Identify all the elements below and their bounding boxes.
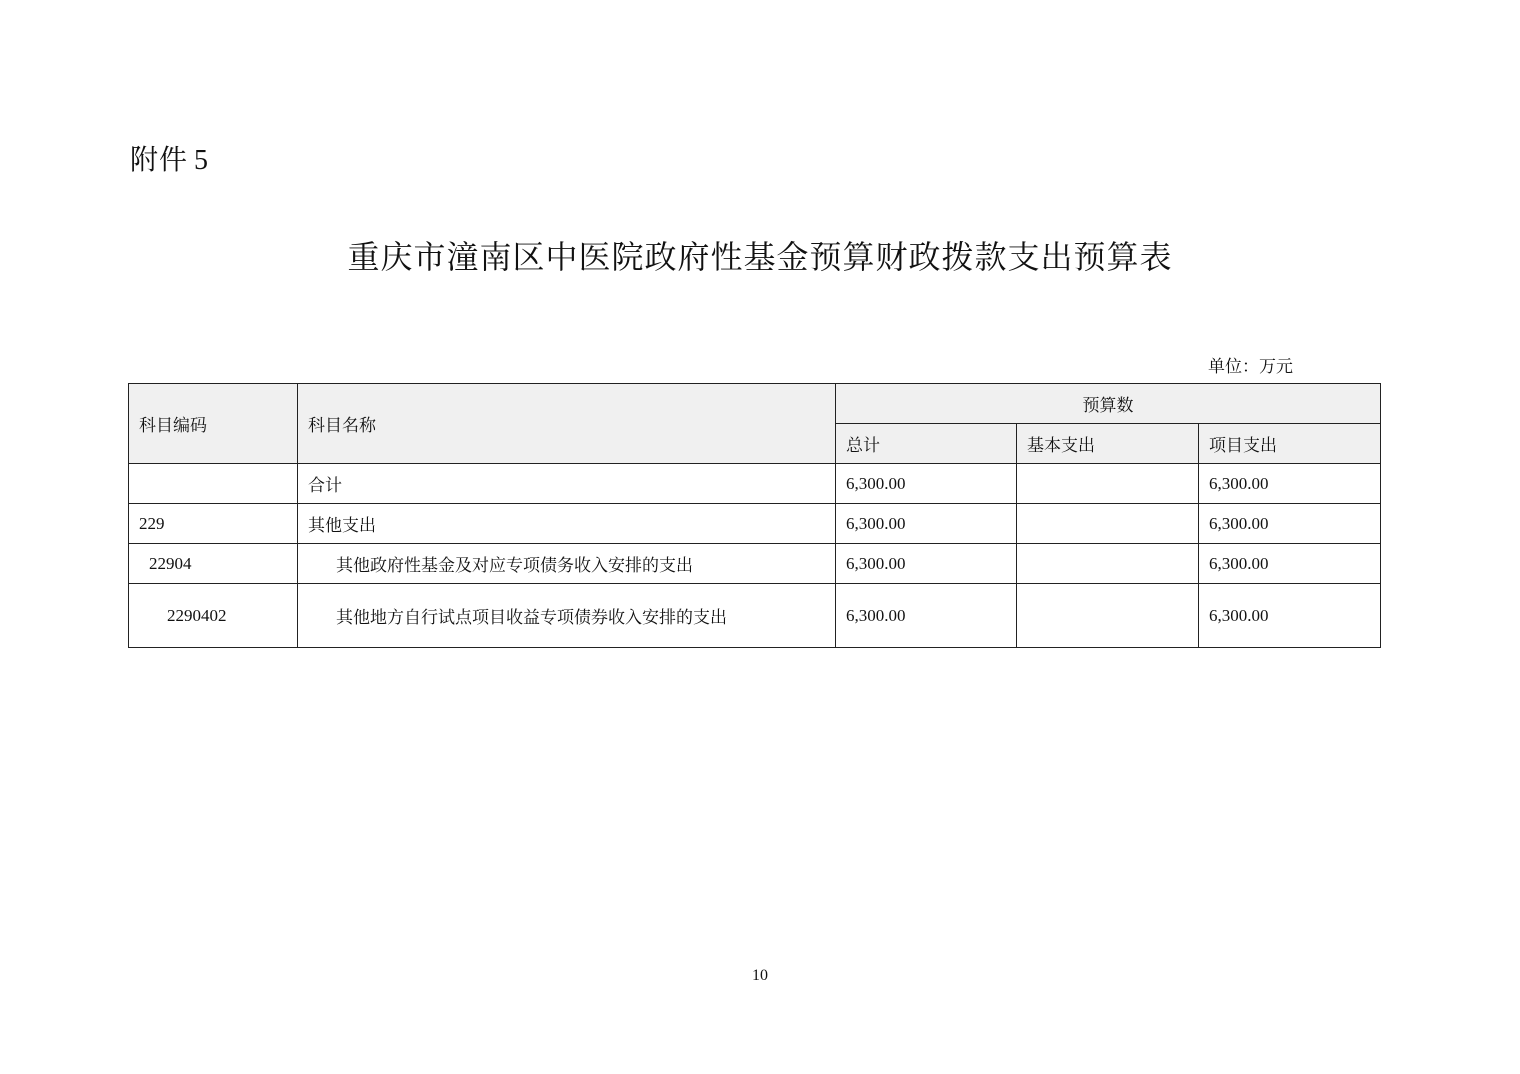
page-number: 10 [752, 967, 768, 984]
cell-basic [1017, 464, 1199, 504]
cell-project: 6,300.00 [1199, 504, 1381, 544]
budget-table [128, 383, 1381, 648]
cell-basic [1017, 504, 1199, 544]
cell-basic [1017, 584, 1199, 648]
cell-name: 其他政府性基金及对应专项债务收入安排的支出 [298, 544, 836, 584]
header-project: 项目支出 [1199, 424, 1381, 464]
cell-project: 6,300.00 [1199, 584, 1381, 648]
table-row [129, 584, 1381, 648]
document-title: 重庆市潼南区中医院政府性基金预算财政拨款支出预算表 [347, 238, 1173, 276]
table-header-row [129, 384, 1381, 424]
header-code: 科目编码 [129, 384, 298, 464]
header-basic: 基本支出 [1017, 424, 1199, 464]
cell-code: 2290402 [129, 584, 298, 648]
attachment-text: 附件 [130, 143, 189, 176]
table-row [129, 464, 1381, 504]
table-row [129, 544, 1381, 584]
cell-code: 22904 [129, 544, 298, 584]
cell-project: 6,300.00 [1199, 464, 1381, 504]
attachment-label [130, 138, 209, 178]
cell-total: 6,300.00 [836, 544, 1017, 584]
cell-total: 6,300.00 [836, 584, 1017, 648]
unit-label: 单位：万元 [1208, 357, 1293, 377]
table-row [129, 504, 1381, 544]
cell-project: 6,300.00 [1199, 544, 1381, 584]
cell-name: 合计 [298, 464, 836, 504]
cell-total: 6,300.00 [836, 504, 1017, 544]
cell-name: 其他地方自行试点项目收益专项债券收入安排的支出 [298, 584, 836, 648]
header-budget-group: 预算数 [836, 384, 1381, 424]
cell-code [129, 464, 298, 504]
header-name: 科目名称 [298, 384, 836, 464]
cell-total: 6,300.00 [836, 464, 1017, 504]
header-total: 总计 [836, 424, 1017, 464]
cell-code: 229 [129, 504, 298, 544]
cell-name: 其他支出 [298, 504, 836, 544]
cell-basic [1017, 544, 1199, 584]
attachment-number: 5 [194, 145, 210, 176]
